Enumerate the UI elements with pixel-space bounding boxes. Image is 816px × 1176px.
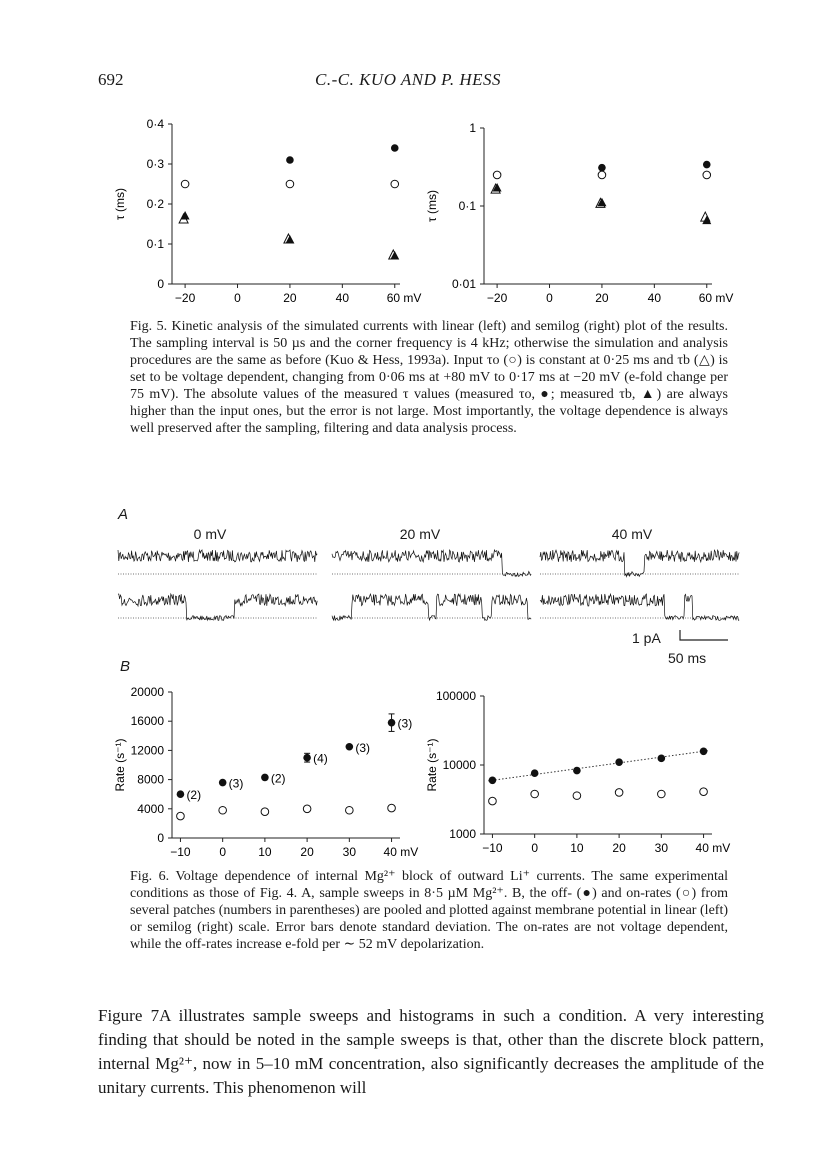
y-tick-label: 1000: [449, 827, 476, 841]
data-point: [286, 180, 294, 188]
x-tick-label: 60 mV: [386, 291, 422, 305]
y-axis-label: τ (ms): [425, 189, 439, 223]
data-point: [261, 808, 269, 816]
n-label: (3): [228, 776, 244, 791]
y-tick-label: 0·1: [458, 199, 476, 213]
x-tick-label: 0: [546, 291, 553, 305]
data-point: [700, 788, 708, 796]
data-point: [531, 790, 539, 798]
panel-b-label: B: [120, 658, 131, 675]
figure-6-caption: Fig. 6. Voltage dependence of internal Mg²⁺ block of outward Li⁺ currents. The same experimental conditions as those of Fig. 4. A, sample sweeps in 8·5 µM Mg²⁺. B, the off- (●) and on-rates (○) from several patches (numbers in parentheses) are pooled and plotted against membrane potential in linear (left) or semilog (right) scale. Error bars denote standard deviation. The on-rates are not voltage dependent, while the off-rates increase e-fold per ∼ 52 mV depolarization.: [130, 869, 728, 952]
fig5-right-plot: [425, 121, 733, 305]
y-tick-label: 8000: [137, 772, 164, 787]
data-point: [573, 767, 581, 775]
data-point: [598, 164, 606, 172]
y-tick-label: 12000: [130, 743, 164, 758]
x-tick-label: −20: [486, 291, 508, 305]
x-tick-label: 40 mV: [695, 841, 731, 855]
data-point: [388, 804, 396, 812]
data-point: [219, 779, 227, 787]
fig6-right-plot: [425, 689, 730, 855]
y-tick-label: 0·4: [146, 117, 164, 131]
current-trace: [540, 594, 739, 620]
x-tick-label: 40: [647, 291, 662, 305]
data-point: [303, 754, 311, 762]
n-label: (4): [313, 751, 328, 766]
y-axis-label: Rate (s⁻¹): [113, 738, 127, 792]
voltage-label-0mv: 0 mV: [193, 526, 227, 542]
x-tick-label: 30: [654, 841, 669, 855]
data-point: [703, 171, 711, 179]
x-tick-label: −20: [174, 291, 196, 305]
x-tick-label: 10: [570, 841, 584, 855]
y-tick-label: 0·2: [146, 197, 164, 211]
data-point: [573, 792, 581, 800]
y-tick-label: 10000: [442, 758, 476, 772]
x-tick-label: 40 mV: [383, 845, 419, 859]
x-tick-label: 20: [283, 291, 297, 305]
data-point: [598, 171, 606, 179]
figure-5: [100, 112, 740, 312]
fig6-left-plot: [113, 685, 418, 859]
x-tick-label: 10: [258, 845, 272, 859]
current-trace: [332, 594, 531, 620]
panel-a-label: A: [118, 506, 129, 523]
y-tick-label: 100000: [435, 689, 476, 703]
x-tick-label: −10: [170, 845, 191, 859]
data-point: [391, 180, 399, 188]
x-tick-label: 30: [342, 845, 357, 859]
y-tick-label: 20000: [130, 685, 164, 699]
data-point: [658, 790, 666, 798]
y-axis-label: Rate (s⁻¹): [425, 738, 439, 792]
data-point: [303, 805, 311, 813]
scale-time-label: 50 ms: [668, 650, 707, 666]
x-tick-label: 0: [531, 841, 539, 855]
data-point: [286, 156, 294, 164]
x-tick-label: 0: [234, 291, 241, 305]
data-point: [346, 743, 354, 751]
data-point: [615, 758, 623, 766]
current-trace: [118, 550, 317, 562]
data-point: [181, 180, 189, 188]
x-tick-label: 0: [219, 845, 227, 859]
body-paragraph: Figure 7A illustrates sample sweeps and histograms in such a condition. A very interesting finding that should be noted in the sample sweeps is that, other than the discrete block pattern, internal Mg²⁺, now in 5–10 mM concentration, also significantly decreases the amplitude of the unitary currents. This phenomenon will: [98, 1006, 764, 1097]
data-point: [219, 806, 227, 814]
data-point: [489, 777, 497, 785]
scale-current-label: 1 pA: [632, 630, 661, 646]
n-label: (2): [270, 771, 286, 786]
current-traces: [118, 550, 740, 620]
data-point: [615, 789, 623, 797]
data-point: [493, 171, 501, 179]
x-tick-label: 20: [595, 291, 609, 305]
y-tick-label: 0·3: [146, 157, 164, 171]
n-label: (3): [355, 740, 371, 755]
voltage-label-20mv: 20 mV: [399, 526, 441, 542]
sample-sweeps: [110, 540, 750, 630]
voltage-label-40mv: 40 mV: [611, 526, 653, 542]
page-number: 692: [98, 70, 124, 89]
current-trace: [332, 550, 531, 576]
current-trace: [118, 594, 317, 620]
n-label: (2): [186, 788, 202, 803]
data-point: [346, 806, 354, 814]
y-tick-label: 0: [157, 831, 164, 845]
x-tick-label: 20: [300, 845, 314, 859]
figure-5-caption: Fig. 5. Kinetic analysis of the simulated currents with linear (left) and semilog (right) plot of the results. The sampling interval is 50 µs and the corner frequency is 4 kHz; otherwise the simulation and analysis procedures are the same as before (Kuo & Hess, 1993a). Input τo (○) is constant at 0·25 ms and τb (△) is set to be voltage dependent, changing from 0·06 ms at +80 mV to 0·17 ms at −20 mV (e-fold change per 75 mV). The absolute values of the measured τ values (measured τo, ●; measured τb, ▲) are always higher than the input ones, but the error is not large. Most importantly, the voltage dependence is always well preserved after the sampling, filtering and data analysis process.: [130, 319, 728, 436]
fit-line: [488, 751, 708, 781]
y-tick-label: 0·1: [146, 237, 164, 251]
data-point: [177, 812, 185, 820]
data-point: [531, 769, 539, 777]
data-point: [177, 790, 185, 798]
y-tick-label: 16000: [130, 714, 164, 729]
n-label: (3): [397, 716, 413, 731]
data-point: [700, 747, 708, 755]
data-point: [703, 161, 711, 169]
x-tick-label: −10: [482, 841, 503, 855]
y-tick-label: 0: [157, 277, 164, 291]
x-tick-label: 40: [335, 291, 350, 305]
running-title: C.-C. KUO AND P. HESS: [314, 70, 502, 89]
x-tick-label: 60 mV: [698, 291, 734, 305]
y-tick-label: 1: [469, 121, 476, 135]
data-point: [261, 774, 269, 782]
figure-6b: [100, 680, 740, 866]
data-point: [702, 216, 711, 225]
y-tick-label: 0·01: [451, 277, 476, 291]
current-trace: [540, 550, 739, 577]
y-tick-label: 4000: [137, 801, 164, 816]
data-point: [388, 719, 396, 727]
y-axis-label: τ (ms): [113, 187, 127, 221]
x-tick-label: 20: [612, 841, 626, 855]
data-point: [391, 144, 399, 152]
data-point: [489, 797, 497, 805]
data-point: [658, 755, 666, 763]
fig5-left-plot: [113, 117, 421, 305]
